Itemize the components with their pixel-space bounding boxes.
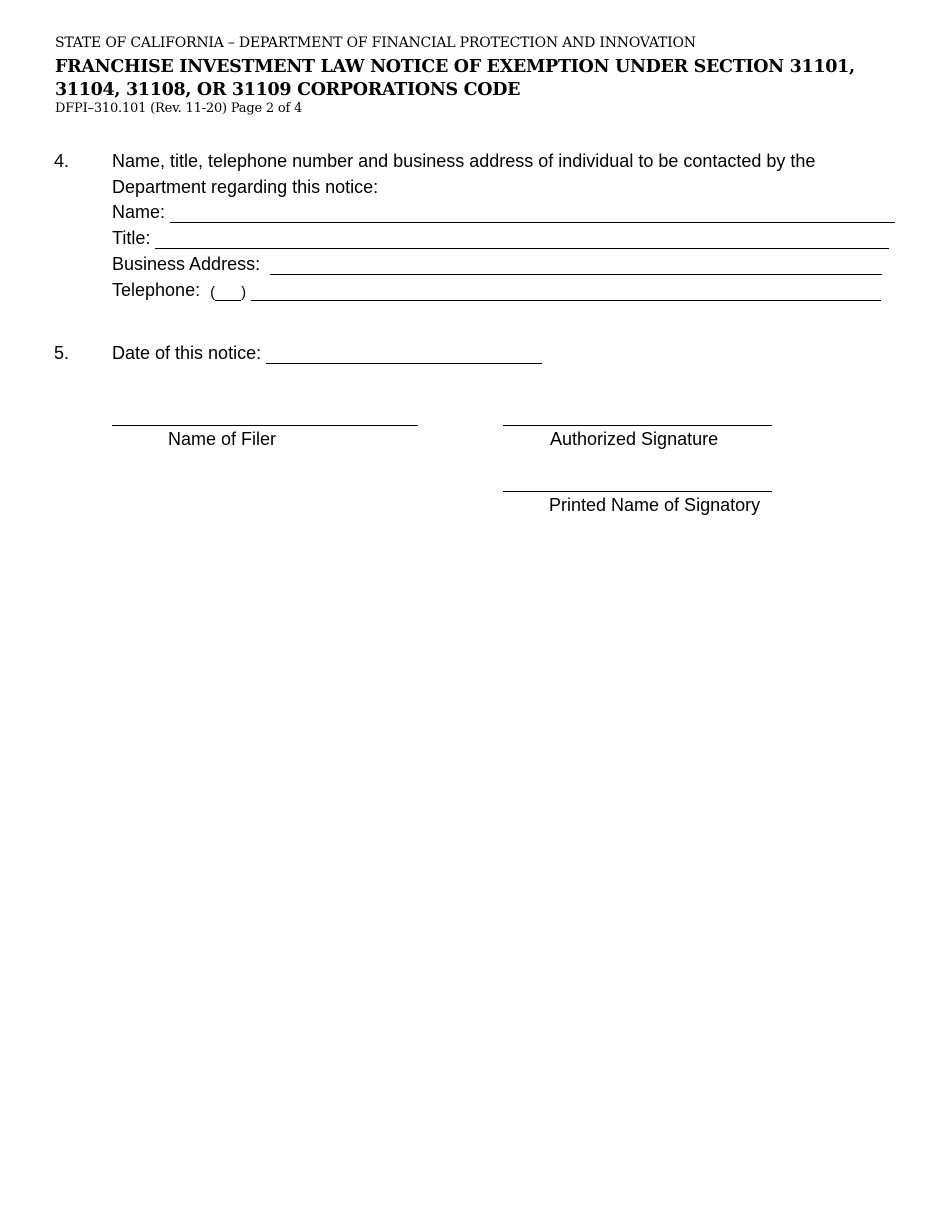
item-4-prompt-line1: Name, title, telephone number and business address of individual to be contacted by the — [112, 151, 816, 171]
business-address-label: Business Address: — [112, 254, 261, 274]
title-label: Title: — [112, 228, 151, 248]
form-title: FRANCHISE INVESTMENT LAW NOTICE OF EXEMPTION UNDER SECTION 31101, 31104, 31108, OR 31109 CORPORATIONS CODE — [55, 57, 855, 100]
agency-header: STATE OF CALIFORNIA – DEPARTMENT OF FINANCIAL PROTECTION AND INNOVATION — [55, 35, 696, 51]
date-row — [112, 342, 542, 364]
address-row — [112, 253, 882, 275]
business-address-field[interactable] — [270, 257, 882, 275]
area-code-open-paren: ( — [210, 284, 216, 301]
printed-name-line[interactable] — [503, 477, 772, 492]
telephone-label: Telephone: — [112, 280, 201, 300]
name-label: Name: — [112, 202, 166, 222]
date-label: Date of this notice: — [112, 343, 262, 363]
item-4-prompt-line2: Department regarding this notice: — [112, 177, 379, 197]
title-field[interactable] — [155, 231, 889, 249]
area-code-close-paren: ) — [241, 284, 247, 301]
form-id: DFPI–310.101 (Rev. 11-20) Page 2 of 4 — [55, 101, 303, 116]
name-of-filer-label: Name of Filer — [168, 429, 277, 449]
name-row — [112, 201, 895, 223]
item-4-number: 4. — [54, 151, 70, 171]
title-row — [112, 227, 889, 249]
printed-name-label: Printed Name of Signatory — [549, 495, 761, 515]
authorized-signature-label: Authorized Signature — [550, 429, 719, 449]
authorized-signature-line[interactable] — [503, 411, 772, 426]
telephone-field[interactable] — [251, 283, 881, 301]
filer-name-line[interactable] — [112, 411, 418, 426]
area-code-field[interactable] — [215, 285, 241, 301]
name-field[interactable] — [170, 205, 895, 223]
item-5-number: 5. — [54, 343, 70, 363]
area-code-group — [210, 284, 246, 301]
date-field[interactable] — [266, 346, 542, 364]
telephone-row — [112, 279, 881, 301]
